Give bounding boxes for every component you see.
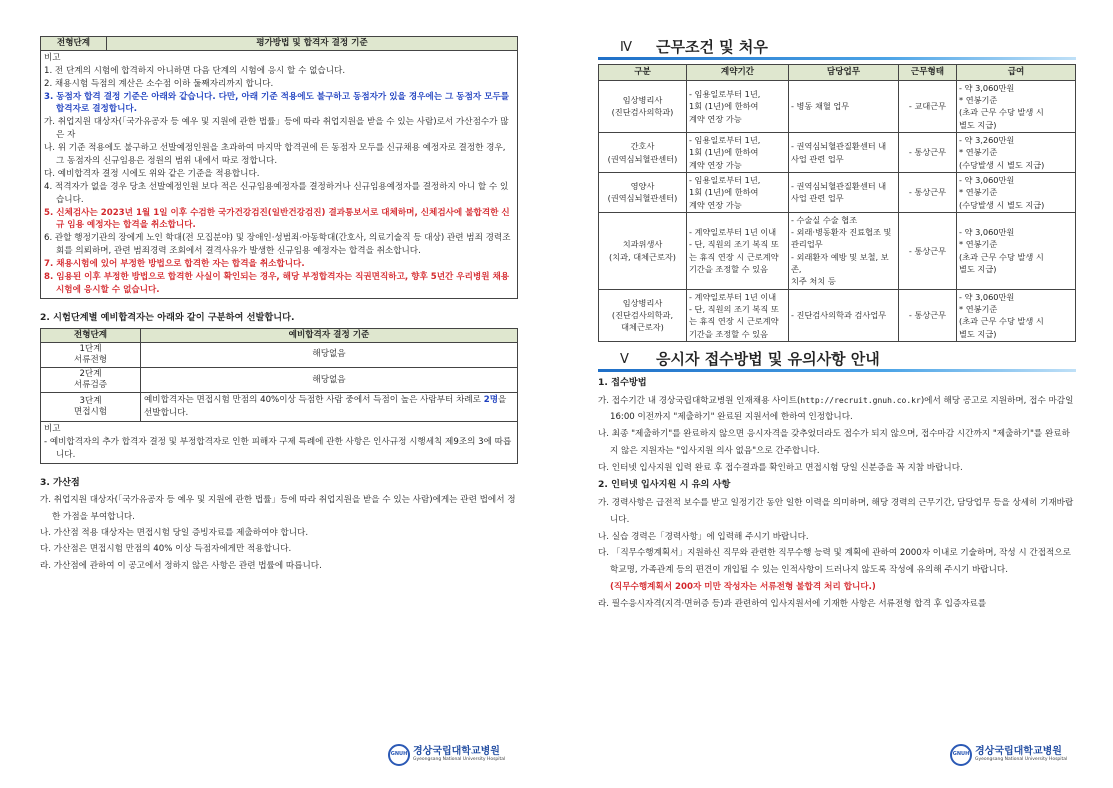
stage-name: 서류검증 — [73, 380, 108, 391]
note-line: 6. 관할 행정기관의 장에게 노인 학대(전 모집분야) 및 장애인·성범죄·아동학대(간호사, 의료기술직 등 대상) 관련 범죄 경력조회를 의뢰하며, 관련 범죄경력 조회에서 결격사유가 발생한 신규임용 예정자는 합격을 취소합니다. — [44, 233, 511, 257]
note-line: 4. 적격자가 없을 경우 당초 선발예정인원 보다 적은 신규임용예정자를 결정하거나 신규임용예정자를 결정하지 아니 할 수 있습니다. — [44, 181, 509, 205]
cell-line: (진단검사의학과, — [611, 310, 674, 321]
cell-line: - 임용일로부터 1년, — [689, 174, 761, 185]
cell-line: - 외래·병동환자 진료협조 및 — [791, 227, 892, 238]
cell-type: - 교대근무 — [899, 80, 957, 132]
cell-line: - 권역심뇌혈관질환센터 내 — [791, 141, 887, 152]
note-lines — [44, 65, 514, 297]
hospital-logo-right — [950, 744, 1067, 766]
cell-line: * 연봉기준 — [959, 95, 998, 106]
list-item: 다. 「직무수행계획서」지원하신 직무와 관련한 직무수행 능력 및 계획에 관하여 2000자 이내로 기술하며, 작성 시 간접적으로 학교명, 가족관계 등의 편견이 개입될 수 있는 인적사항이 드러나지 않도록 작성에 유의해 주시기 바랍니다. — [598, 548, 1071, 576]
stage-number: 3단계 — [79, 395, 102, 406]
cell-period — [687, 212, 789, 289]
cell-line: - 권역심뇌혈관질환센터 내 — [791, 181, 887, 192]
note-line: 3. 동점자 합격 결정 기준은 아래와 같습니다. 다만, 아래 기준 적용에도 불구하고 동점자가 있을 경우에는 그 동점자 모두를 합격자로 결정합니다. — [44, 91, 510, 115]
table-row — [41, 393, 518, 422]
criteria-text: 예비합격자는 면접시험 만점의 40%이상 득점한 사람 중에서 득점이 높은 사람부터 차례로 — [144, 395, 484, 406]
header-cell: 담당업무 — [789, 65, 899, 81]
cell-line: - 약 3,060만원 — [959, 291, 1015, 302]
stage-number: 1단계 — [79, 343, 102, 354]
cell-line: - 진단검사의학과 검사업무 — [791, 310, 887, 321]
cell-line: * 연봉기준 — [959, 239, 998, 250]
note-label: 비고 — [44, 423, 61, 434]
cell-line: 1회 (1년)에 한하여 — [689, 187, 759, 198]
cell-line: 영양사 — [630, 181, 655, 192]
cell-line: 계약 연장 가능 — [689, 113, 742, 124]
section-5-heading — [598, 348, 1076, 372]
table-row — [41, 342, 518, 367]
cell-type: - 통상근무 — [899, 133, 957, 173]
cell-line: (수당발생 시 별도 지급) — [959, 159, 1045, 170]
stage-name: 면접시험 — [73, 407, 108, 418]
application-method-list — [598, 393, 1076, 477]
cell-type: - 통상근무 — [899, 212, 957, 289]
cell-line: 계약 연장 가능 — [689, 199, 742, 210]
cell-line: 사업 관련 업무 — [791, 193, 844, 204]
cell-line: 별도 지급) — [959, 119, 997, 130]
cell-line: 사업 관련 업무 — [791, 153, 844, 164]
list-item: 가. 경력사항은 급전적 보수를 받고 일정기간 동안 일한 이력을 의미하며, 해당 경력의 근무기간, 담당업무 등을 상세히 기재바랍니다. — [598, 498, 1074, 525]
logo-name: 경상국립대학교병원 — [975, 746, 1062, 758]
cell-line: 기간을 조정할 수 있음 — [689, 264, 768, 275]
cell-period — [687, 172, 789, 212]
application-notes-list — [598, 495, 1076, 612]
note-text: - 예비합격자의 추가 합격자 결정 및 부정합격자로 인한 피해자 구제 특례에 관한 사항은 인사규정 시행세칙 제9조의 3에 따릅니다. — [44, 436, 512, 460]
cell-line: - 수술실 수술 협조 — [791, 214, 858, 225]
table-row — [599, 172, 1076, 212]
section-number: Ⅴ — [620, 351, 629, 367]
cell-line: - 계약일로부터 1년 이내 — [689, 227, 777, 238]
cell-line: 는 휴직 연장 시 근로계약 — [689, 316, 779, 327]
criteria-text-end: 을 선발합니다. — [144, 395, 507, 419]
cell-line: * 연봉기준 — [959, 187, 998, 198]
cell-line: 별도 지급) — [959, 328, 997, 339]
cell-pay — [957, 212, 1076, 289]
cell-line: (진단검사의학과) — [611, 107, 674, 118]
header-cell: 근무형태 — [899, 65, 957, 81]
cell-line: (초과 근무 수당 발생 시 — [959, 251, 1044, 262]
cell-line: - 단, 직원의 조기 복직 또 — [689, 239, 779, 250]
cell-line: - 단, 직원의 조기 복직 또 — [689, 303, 779, 314]
table-header-criteria: 평가방법 및 합격자 결정 기준 — [107, 37, 518, 51]
cell-period — [687, 133, 789, 173]
logo-subtitle: Gyeongsang National University Hospital — [975, 757, 1068, 763]
header-cell: 계약기간 — [687, 65, 789, 81]
stage-number: 2단계 — [79, 368, 102, 379]
cell-line: - 약 3,060만원 — [959, 174, 1015, 185]
recruit-site-link[interactable]: http://recruit.gnuh.co.kr — [800, 395, 921, 405]
note-cell — [41, 50, 518, 298]
logo-subtitle: Gyeongsang National University Hospital — [413, 757, 506, 763]
cell-line: 는 휴직 연장 시 근로계약 — [689, 251, 779, 262]
list-item: 라. 가산점에 관하여 이 공고에서 정하지 않은 사항은 관련 법률에 따릅니다. — [40, 560, 322, 571]
logo-name: 경상국립대학교병원 — [413, 746, 500, 758]
section-4-heading — [598, 36, 1076, 60]
cell-period — [687, 80, 789, 132]
reserve-header-stage: 전형단계 — [41, 328, 141, 342]
cell-period — [687, 289, 789, 341]
cell-line: 치주 처치 등 — [791, 276, 836, 287]
header-cell: 급여 — [957, 65, 1076, 81]
subsection-1-title: 1. 접수방법 — [598, 376, 647, 388]
cell-line: 1회 (1년)에 한하여 — [689, 147, 759, 158]
list-item: 다. 인터넷 입사지원 입력 완료 후 접수결과를 확인하고 면접시험 당일 신분증을 꼭 지참 바랍니다. — [598, 462, 963, 473]
cell-line: 1회 (1년)에 한하여 — [689, 101, 759, 112]
cell-line: 치과위생사 — [622, 239, 663, 250]
work-rows — [599, 80, 1076, 341]
cell-pay — [957, 80, 1076, 132]
list-item: 라. 필수응시자격(지격·면허증 등)과 관련하여 입사지원서에 기재한 사항은 서류전형 합격 후 입증자료를 — [598, 598, 987, 609]
note-line: 7. 채용시험에 있어 부정한 방법으로 합격한 자는 합격을 취소합니다. — [44, 259, 305, 270]
cell-line: 관리업무 — [791, 239, 823, 250]
cell-type: - 통상근무 — [899, 172, 957, 212]
hospital-seal-icon: GNUH — [950, 744, 972, 766]
cell-line: 별도 지급) — [959, 264, 997, 275]
table-row — [599, 212, 1076, 289]
criteria-cell: 해당없음 — [141, 342, 518, 367]
hospital-seal-icon: GNUH — [388, 744, 410, 766]
cell-div — [599, 133, 687, 173]
stage-cell — [41, 342, 141, 367]
cell-line: 간호사 — [630, 141, 655, 152]
cell-line: 임상병리사 — [622, 95, 663, 106]
list-item: 다. 가산점은 면접시험 만점의 40% 이상 득점자에게만 적용합니다. — [40, 544, 292, 555]
cell-line: - 임용일로부터 1년, — [689, 89, 761, 100]
table-row — [41, 367, 518, 392]
cell-div — [599, 289, 687, 341]
section-3-title: 3. 가산점 — [40, 476, 80, 488]
cell-pay — [957, 289, 1076, 341]
note-line: 다. 예비합격자 결정 시에도 위와 같은 기준을 적용합니다. — [44, 168, 260, 179]
list-item: 나. 실습 경력은「경력사항」에 입력해 주시기 바랍니다. — [598, 531, 809, 542]
note-line: 가. 취업지원 대상자(「국가유공자 등 예우 및 지원에 관한 법률」등에 따라 취업지원을 받을 수 있는 사람)로서 가산점수가 많은 자 — [44, 117, 509, 141]
table-row — [599, 133, 1076, 173]
evaluation-table — [40, 36, 518, 299]
cell-duty — [789, 212, 899, 289]
cell-line: 계약 연장 가능 — [689, 159, 742, 170]
cell-line: - 약 3,060만원 — [959, 227, 1015, 238]
work-conditions-table — [598, 64, 1076, 342]
cell-line: * 연봉기준 — [959, 147, 998, 158]
cell-pay — [957, 133, 1076, 173]
table-row — [599, 80, 1076, 132]
cell-line: (초과 근무 수당 발생 시 — [959, 107, 1044, 118]
reserve-header-criteria: 예비합격자 결정 기준 — [141, 328, 518, 342]
list-item: 나. 가산점 적용 대상자는 면접시험 당일 증빙자료를 제출하여야 합니다. — [40, 528, 309, 539]
stage-name: 서류전형 — [73, 354, 108, 365]
criteria-cell — [141, 393, 518, 422]
section-2-title: 2. 시험단계별 예비합격자는 아래와 같이 구분하여 선발합니다. — [40, 311, 295, 323]
cell-pay — [957, 172, 1076, 212]
cell-div — [599, 172, 687, 212]
cell-line: 임상병리사 — [622, 297, 663, 308]
item-text: 가. 접수기간 내 경상국립대학교병원 인재채용 사이트( — [598, 395, 801, 406]
criteria-count: 2명 — [483, 395, 498, 406]
item-text-end: )에서 해당 공고로 지원하며, 접수 마감일 16:00 이전까지 "제출하기" 완료된 지원서에 한하여 인정합니다. — [610, 395, 1074, 423]
note-line: 5. 신체검사는 2023년 1월 1일 이후 수검한 국가건강검진(일반건강검진) 결과통보서로 대체하며, 신체검사에 불합격한 신규 임용 예정자는 합격을 취소합니다. — [44, 207, 510, 231]
cell-line: (치과, 대체근로자) — [609, 251, 676, 262]
cell-line: 기간을 조정할 수 있음 — [689, 328, 768, 339]
cell-line: - 외래환자 예방 및 보철, 보존, — [791, 251, 889, 275]
warning-text: (직무수행계획서 200자 미만 작성자는 서류전형 불합격 처리 합니다.) — [610, 581, 876, 592]
right-page — [598, 36, 1076, 612]
note-line: 2. 채용시험 득점의 계산은 소수점 이하 둘째자리까지 합니다. — [44, 78, 274, 89]
cell-line: * 연봉기준 — [959, 303, 998, 314]
hospital-logo-left — [388, 744, 505, 766]
list-item — [598, 393, 1076, 427]
cell-line: - 약 3,060만원 — [959, 82, 1015, 93]
cell-duty — [789, 172, 899, 212]
heading-bar — [598, 57, 1076, 60]
cell-div — [599, 212, 687, 289]
cell-duty — [789, 289, 899, 341]
reserve-table — [40, 328, 518, 464]
cell-duty — [789, 80, 899, 132]
note-line: 1. 전 단계의 시험에 합격하지 아니하면 다음 단계의 시험에 응시 할 수 없습니다. — [44, 65, 346, 76]
cell-line: (권역심뇌혈관센터) — [607, 193, 678, 204]
cell-type: - 통상근무 — [899, 289, 957, 341]
bonus-list — [40, 492, 518, 574]
cell-line: - 병동 채혈 업무 — [791, 101, 850, 112]
list-item: 나. 최종 "제출하기"를 완료하지 않으면 응시자격을 갖추었더라도 접수가 되지 않으며, 접수마감 시간까지 "제출하기"를 완료하지 않은 지원자는 "입사지원 의사 없음"으로 간주합니다. — [598, 429, 1070, 456]
note-line: 나. 위 기준 적용에도 불구하고 선발예정인원을 초과하여 마지막 합격권에 든 동점자 모두를 신규채용 예정자로 결정한 경우, 그 동점자의 신규임용은 정원의 범위 내에서 따로 정합니다. — [44, 143, 506, 167]
table-header-stage: 전형단계 — [41, 37, 107, 51]
criteria-cell: 해당없음 — [141, 367, 518, 392]
heading-bar — [598, 369, 1076, 372]
cell-div — [599, 80, 687, 132]
stage-cell — [41, 393, 141, 422]
left-page — [40, 36, 518, 574]
cell-line: - 임용일로부터 1년, — [689, 135, 761, 146]
cell-line: - 약 3,260만원 — [959, 135, 1015, 146]
section-title: 근무조건 및 처우 — [656, 38, 768, 56]
header-cell: 구분 — [599, 65, 687, 81]
cell-duty — [789, 133, 899, 173]
stage-cell — [41, 367, 141, 392]
cell-line: 대체근로자) — [621, 322, 664, 333]
section-number: Ⅳ — [620, 40, 632, 55]
section-title: 응시자 접수방법 및 유의사항 안내 — [656, 349, 880, 368]
subsection-2-title: 2. 인터넷 입사지원 시 유의 사항 — [598, 479, 731, 491]
table-header-row — [599, 65, 1076, 81]
cell-line: (초과 근무 수당 발생 시 — [959, 316, 1044, 327]
note-line: 8. 임용된 이후 부정한 방법으로 합격한 사실이 확인되는 경우, 해당 부정합격자는 직권면직하고, 향후 5년간 우리병원 채용시험에 응시할 수 없습니다. — [44, 272, 510, 295]
list-item: 가. 취업지원 대상자(「국가유공자 등 예우 및 지원에 관한 법률」등에 따라 취업지원을 받을 수 있는 사람)에게는 관련 법에서 정한 가점을 부여합니다. — [40, 495, 516, 522]
note-label: 비고 — [44, 52, 61, 63]
reserve-note-cell — [41, 421, 518, 463]
cell-line: (수당발생 시 별도 지급) — [959, 199, 1045, 210]
cell-line: - 계약일로부터 1년 이내 — [689, 291, 777, 302]
cell-line: (권역심뇌혈관센터) — [607, 153, 678, 164]
table-row — [599, 289, 1076, 341]
